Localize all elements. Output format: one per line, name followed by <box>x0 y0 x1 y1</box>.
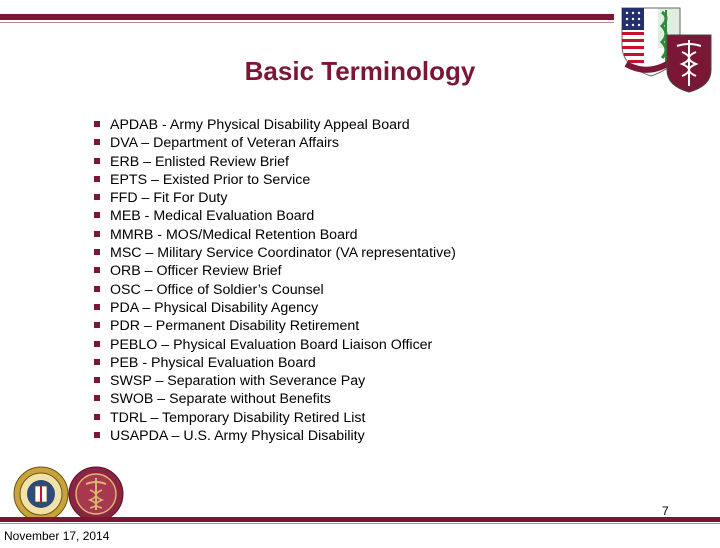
bullet-icon <box>94 395 100 401</box>
slide-title: Basic Terminology <box>244 56 476 86</box>
department-of-the-army-seal-icon <box>13 466 69 522</box>
list-item <box>94 354 456 372</box>
terminology-list <box>94 116 456 445</box>
term-text: OSC – Office of Soldier’s Counsel <box>110 281 324 298</box>
list-item <box>94 171 456 189</box>
bullet-icon <box>94 158 100 164</box>
bullet-icon <box>94 176 100 182</box>
bottom-decorative-line <box>0 523 720 524</box>
list-item <box>94 226 456 244</box>
page-number: 7 <box>662 504 669 518</box>
term-text: MSC – Military Service Coordinator (VA representative) <box>110 245 456 262</box>
term-text: ORB – Officer Review Brief <box>110 263 282 280</box>
term-text: FFD – Fit For Duty <box>110 190 228 207</box>
list-item <box>94 336 456 354</box>
list-item <box>94 153 456 171</box>
list-item <box>94 244 456 262</box>
term-text: MMRB - MOS/Medical Retention Board <box>110 226 358 243</box>
list-item <box>94 409 456 427</box>
term-text: USAPDA – U.S. Army Physical Disability <box>110 428 365 445</box>
term-text: ERB – Enlisted Review Brief <box>110 153 289 170</box>
list-item <box>94 189 456 207</box>
list-item <box>94 134 456 152</box>
bullet-icon <box>94 432 100 438</box>
list-item <box>94 427 456 445</box>
bullet-icon <box>94 286 100 292</box>
bullet-icon <box>94 304 100 310</box>
bullet-icon <box>94 267 100 273</box>
bullet-icon <box>94 322 100 328</box>
footer-date: November 17, 2014 <box>4 529 110 543</box>
term-text: EPTS – Existed Prior to Service <box>110 171 311 188</box>
top-decorative-line <box>0 22 614 23</box>
bullet-icon <box>94 377 100 383</box>
list-item <box>94 299 456 317</box>
term-text: PEBLO – Physical Evaluation Board Liaison Officer <box>110 336 433 353</box>
list-item <box>94 207 456 225</box>
term-text: SWSP – Separation with Severance Pay <box>110 373 366 390</box>
list-item <box>94 317 456 335</box>
bullet-icon <box>94 139 100 145</box>
list-item <box>94 390 456 408</box>
bullet-icon <box>94 121 100 127</box>
list-item <box>94 262 456 280</box>
bullet-icon <box>94 359 100 365</box>
term-text: PEB - Physical Evaluation Board <box>110 354 316 371</box>
term-text: TDRL – Temporary Disability Retired List <box>110 409 366 426</box>
term-text: PDA – Physical Disability Agency <box>110 299 319 316</box>
term-text: DVA – Department of Veteran Affairs <box>110 135 339 152</box>
list-item <box>94 372 456 390</box>
list-item <box>94 281 456 299</box>
term-text: APDAB - Army Physical Disability Appeal Board <box>110 117 410 133</box>
bullet-icon <box>94 212 100 218</box>
bullet-icon <box>94 341 100 347</box>
bullet-icon <box>94 231 100 237</box>
top-decorative-band <box>0 14 614 20</box>
list-item <box>94 116 456 134</box>
term-text: SWOB – Separate without Benefits <box>110 391 331 408</box>
army-medical-command-seal-icon <box>68 466 124 522</box>
bullet-icon <box>94 249 100 255</box>
term-text: PDR – Permanent Disability Retirement <box>110 318 360 335</box>
bottom-decorative-band <box>0 517 720 522</box>
caduceus-medical-insignia-icon <box>664 32 714 94</box>
term-text: MEB - Medical Evaluation Board <box>110 208 315 225</box>
bullet-icon <box>94 414 100 420</box>
bullet-icon <box>94 194 100 200</box>
